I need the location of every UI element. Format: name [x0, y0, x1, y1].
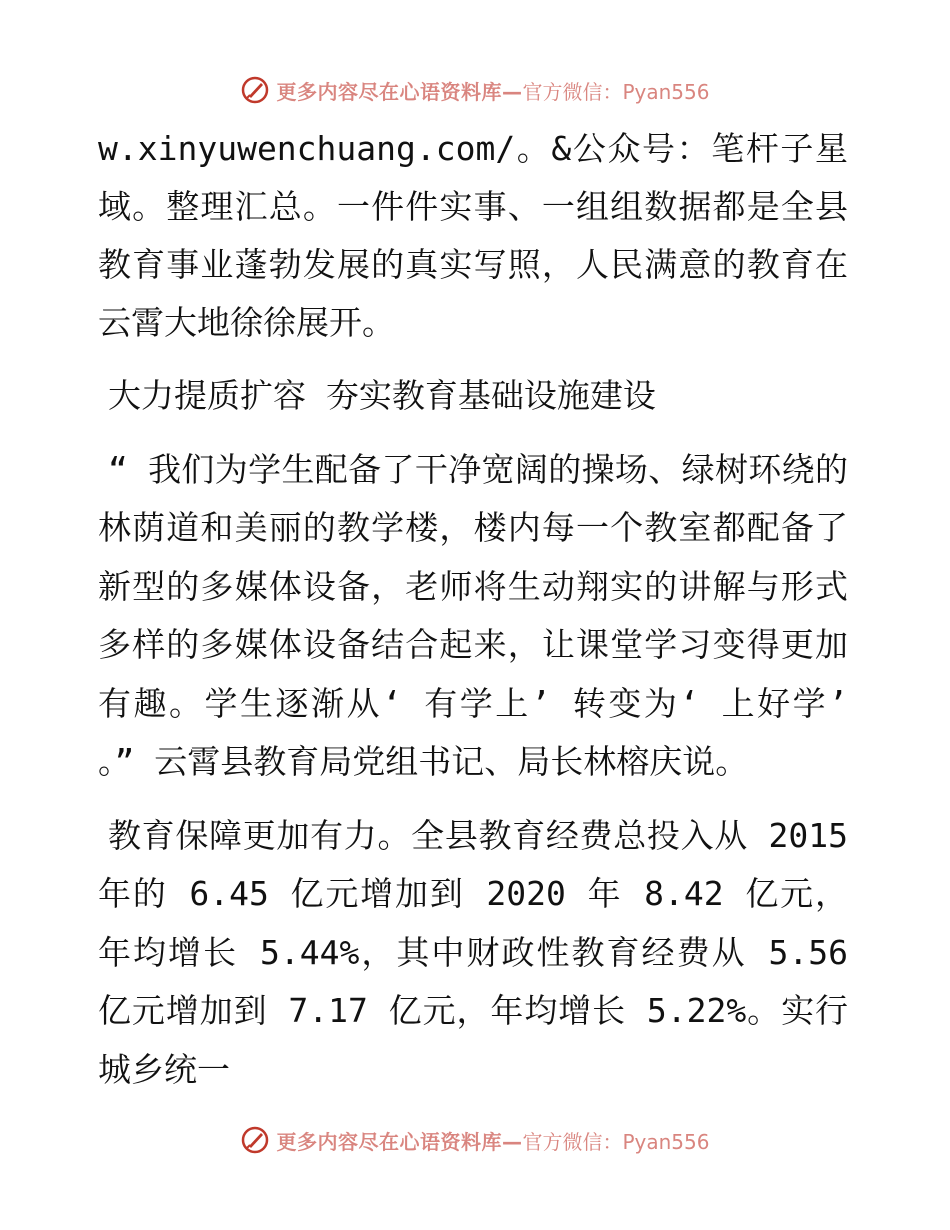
feather-pen-logo-icon: [240, 75, 270, 105]
section-heading: 大力提质扩容 夯实教育基础设施建设: [108, 376, 656, 415]
paragraph-intro: w.xinyuwenchuang.com/。&公众号：笔杆子星域。整理汇总。一件件实事、一组组数据都是全县教育事业蓬勃发展的真实写照，人民满意的教育在云霄大地徐徐展开。: [98, 129, 848, 342]
promo-text: 更多内容尽在心语资料库—: [276, 1129, 523, 1154]
feather-pen-logo-icon: [240, 1125, 270, 1155]
wechat-id-text: 官方微信：Pyan556: [522, 1129, 710, 1154]
paragraph-quote: “ 我们为学生配备了干净宽阔的操场、绿树环绕的林荫道和美丽的教学楼，楼内每一个教室都配备了新型的多媒体设备，老师将生动翔实的讲解与形式多样的多媒体设备结合起来，让课堂学习变得更加有趣。学生逐渐从‘ 有学上’ 转变为‘ 上好学’ 。” 云霄县教育局党组书记、局长林榕庆说。: [98, 449, 848, 781]
wechat-id-text: 官方微信：Pyan556: [522, 79, 710, 104]
header-banner: [0, 70, 950, 110]
document-body: [98, 120, 848, 1099]
paragraph-funding: 教育保障更加有力。全县教育经费总投入从 2015 年的 6.45 亿元增加到 2020 年 8.42 亿元，年均增长 5.44%，其中财政性教育经费从 5.56 亿元增加到 7.17 亿元，年均增长 5.22%。实行城乡统一: [98, 815, 848, 1089]
promo-text: 更多内容尽在心语资料库—: [276, 79, 523, 104]
footer-banner: [0, 1120, 950, 1160]
